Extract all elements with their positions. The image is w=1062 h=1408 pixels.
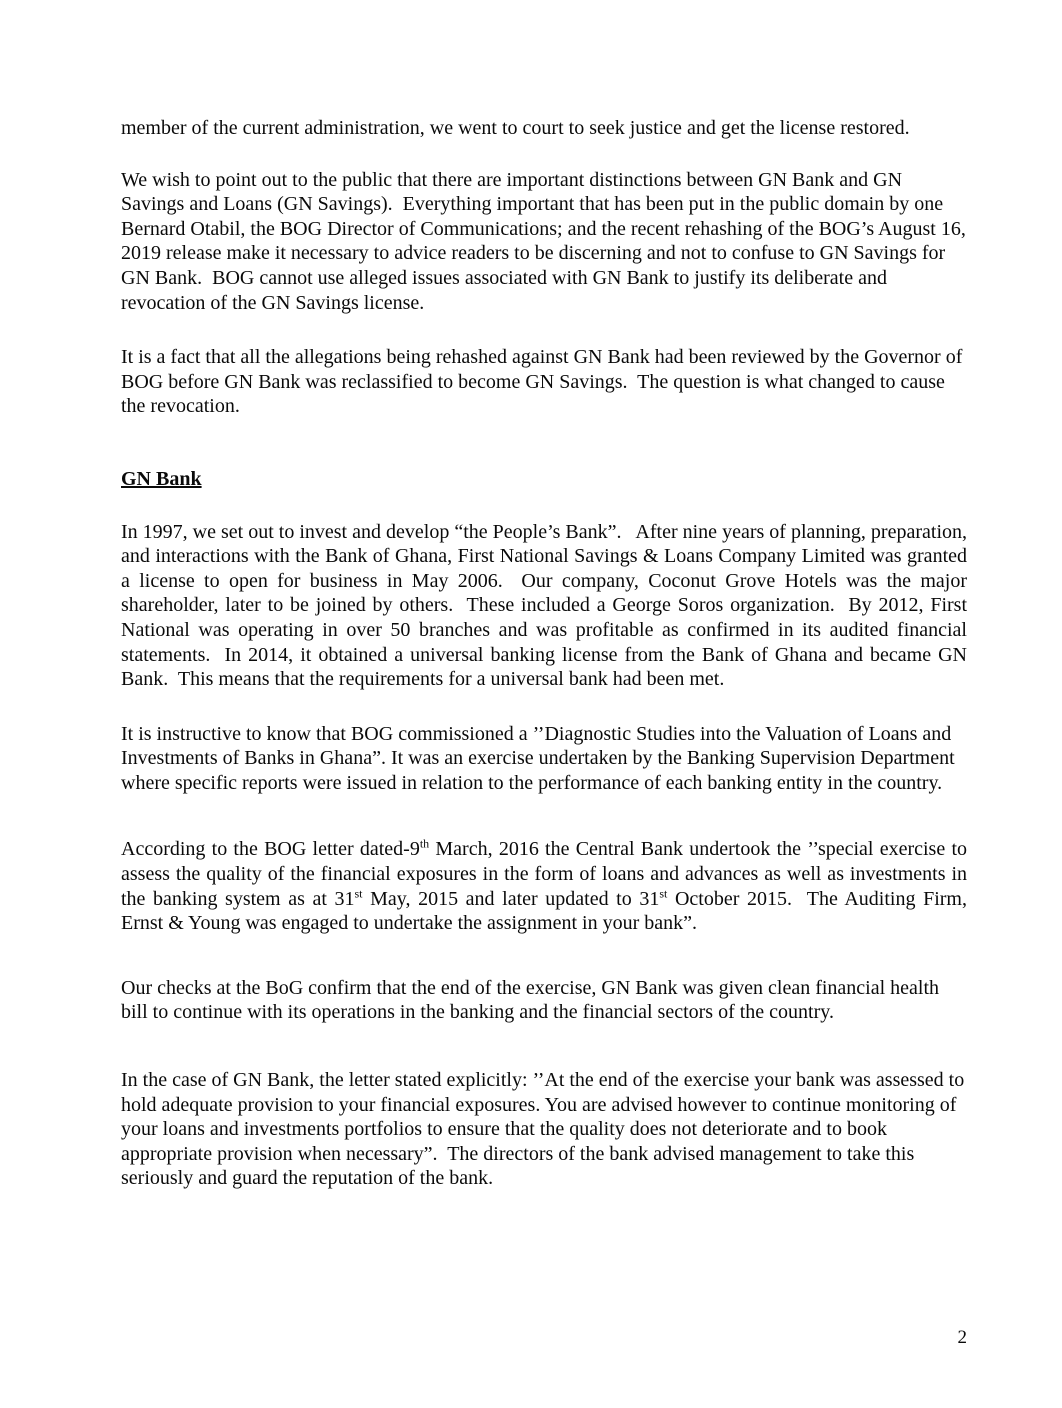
paragraph-license-restored: member of the current administration, we went to court to seek justice and get the license restored. (121, 117, 910, 139)
bog-letter-text-1: According to the BOG letter dated-9 (121, 838, 420, 861)
paragraph-clean-bill: Our checks at the BoG confirm that the end of the exercise, GN Bank was given clean financial health bill to continue with its operations in the banking and the financial sectors of the country. (121, 976, 945, 1024)
superscript-st-1: st (354, 886, 363, 900)
paragraph-bog-letter (121, 836, 972, 935)
section-heading-gn-bank: GN Bank (121, 467, 202, 490)
paragraph-history-1997: In 1997, we set out to invest and develop “the People’s Bank”. After nine years of planning, preparation, and interactions with the Bank of Ghana, First National Savings & Loans Company Limited was granted a license to open for business in May 2006. Our company, Coconut Grove Hotels was the major shareholder, later to be joined by others. These included a George Soros organization. By 2012, First National was operating in over 50 branches and was profitable as confirmed in its audited financial statements. In 2014, it obtained a universal banking license from the Bank of Ghana and became GN Bank. This means that the requirements for a universal bank had been met. (121, 520, 972, 691)
paragraph-distinctions: We wish to point out to the public that there are important distinctions between GN Bank and GN Savings and Loans (GN Savings). Everything important that has been put in the public domain by one Bernard Otabil, the BOG Director of Communications; and the recent rehashing of the BOG’s August 16, 2019 release make it necessary to advice readers to be discerning and not to confuse to GN Savings for GN Bank. BOG cannot use alleged issues associated with GN Bank to justify its deliberate and revocation of the GN Savings license. (121, 168, 971, 314)
bog-letter-text-4: October 2015. The Auditing Firm, Ernst & Young was engaged to undertake the assignment in your bank”. (121, 887, 972, 935)
superscript-th: th (419, 836, 430, 851)
paragraph-letter-explicit: In the case of GN Bank, the letter stated explicitly: ’’At the end of the exercise your bank was assessed to hold adequate provision to your financial exposures. You are advised however to continue monitoring of your loans and investments portfolios to ensure that the quality does not deteriorate and to book appropriate provision when necessary”. The directors of the bank advised management to take this seriously and guard the reputation of the bank. (121, 1069, 970, 1190)
bog-letter-text-2: March, 2016 the Central Bank undertook the ’’special exercise to assess the quality of the financial exposures in the form of loans and advances as well as investments in the banking system as at 31 (121, 838, 972, 910)
paragraph-allegations: It is a fact that all the allegations being rehashed against GN Bank had been reviewed by the Governor of BOG before GN Bank was reclassified to become GN Savings. The question is what changed to cause the revocation. (121, 346, 968, 418)
bog-letter-text-3: May, 2015 and later updated to 31 (362, 887, 660, 910)
superscript-st-2: st (659, 886, 668, 900)
paragraph-diagnostic-studies: It is instructive to know that BOG commissioned a ’’Diagnostic Studies into the Valuation of Loans and Investments of Banks in Ghana”. It was an exercise undertaken by the Banking Supervision Department where specific reports were issued in relation to the performance of each banking entity in the country. (121, 722, 960, 794)
page-number: 2 (957, 1327, 967, 1348)
